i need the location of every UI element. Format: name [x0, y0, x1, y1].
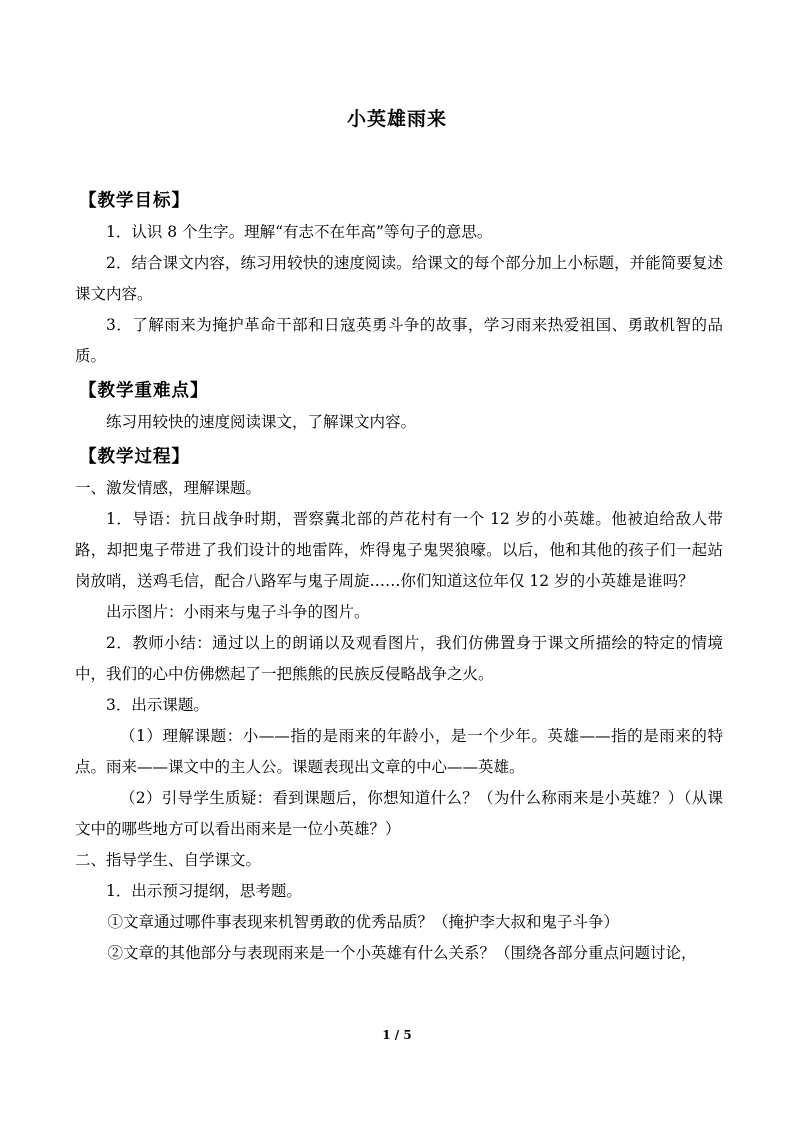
process-paragraph: 出示图片：小雨来与鬼子斗争的图片。	[106, 603, 370, 621]
section-heading-key-points: 【教学重难点】	[79, 381, 209, 401]
process-part-2-title: 二、指导学生、自学课文。	[75, 851, 262, 869]
page-title: 小英雄雨来	[346, 108, 447, 130]
section-heading-goals: 【教学目标】	[79, 191, 190, 211]
process-question: ②文章的其他部分与表现雨来是一个小英雄有什么关系？（围绕各部分重点问题讨论，	[107, 944, 697, 962]
process-paragraph: 3．出示课题。	[106, 696, 209, 714]
process-paragraph: 2．教师小结：通过以上的朗诵以及观看图片，我们仿佛置身于课文所描绘的特定的情境中，我们的心中仿佛燃起了一把熊熊的民族反侵略战争之火。	[75, 634, 723, 683]
section-heading-process: 【教学过程】	[79, 447, 190, 467]
key-points-text: 练习用较快的速度阅读课文，了解课文内容。	[106, 413, 417, 431]
page-number: 1 / 5	[382, 1028, 412, 1042]
document-body	[75, 186, 723, 969]
goal-item-1: 1．认识 8 个生字。理解“有志不在年高”等句子的意思。	[106, 223, 493, 241]
goal-item-3: 3．了解雨来为掩护革命干部和日寇英勇斗争的故事，学习雨来热爱祖国、勇敢机智的品质。	[75, 316, 723, 365]
process-part-1-title: 一、激发情感，理解课题。	[75, 479, 262, 497]
process-paragraph: 1．导语：抗日战争时期，晋察冀北部的芦花村有一个 12 岁的小英雄。他被迫给敌人带路，却把鬼子带进了我们设计的地雷阵，炸得鬼子鬼哭狼嚎。以后，他和其他的孩子们一起站岗放哨，送鸡毛信，配合八路军与鬼子周旋……你们知道这位年仅 12 岁的小英雄是谁吗？	[75, 510, 723, 590]
process-paragraph: 1．出示预习提纲，思考题。	[106, 882, 302, 900]
process-question: ①文章通过哪件事表现来机智勇敢的优秀品质？（掩护李大叔和鬼子斗争）	[107, 913, 620, 931]
process-paragraph: （1）理解课题：小——指的是雨来的年龄小，是一个少年。英雄——指的是雨来的特点。雨来——课文中的主人公。课题表现出文章的中心——英雄。	[75, 727, 723, 776]
process-paragraph: （2）引导学生质疑：看到课题后，你想知道什么？（为什么称雨来是小英雄？）（从课文中的哪些地方可以看出雨来是一位小英雄？）	[75, 789, 723, 838]
goal-item-2: 2．结合课文内容，练习用较快的速度阅读。给课文的每个部分加上小标题，并能简要复述课文内容。	[75, 254, 723, 303]
